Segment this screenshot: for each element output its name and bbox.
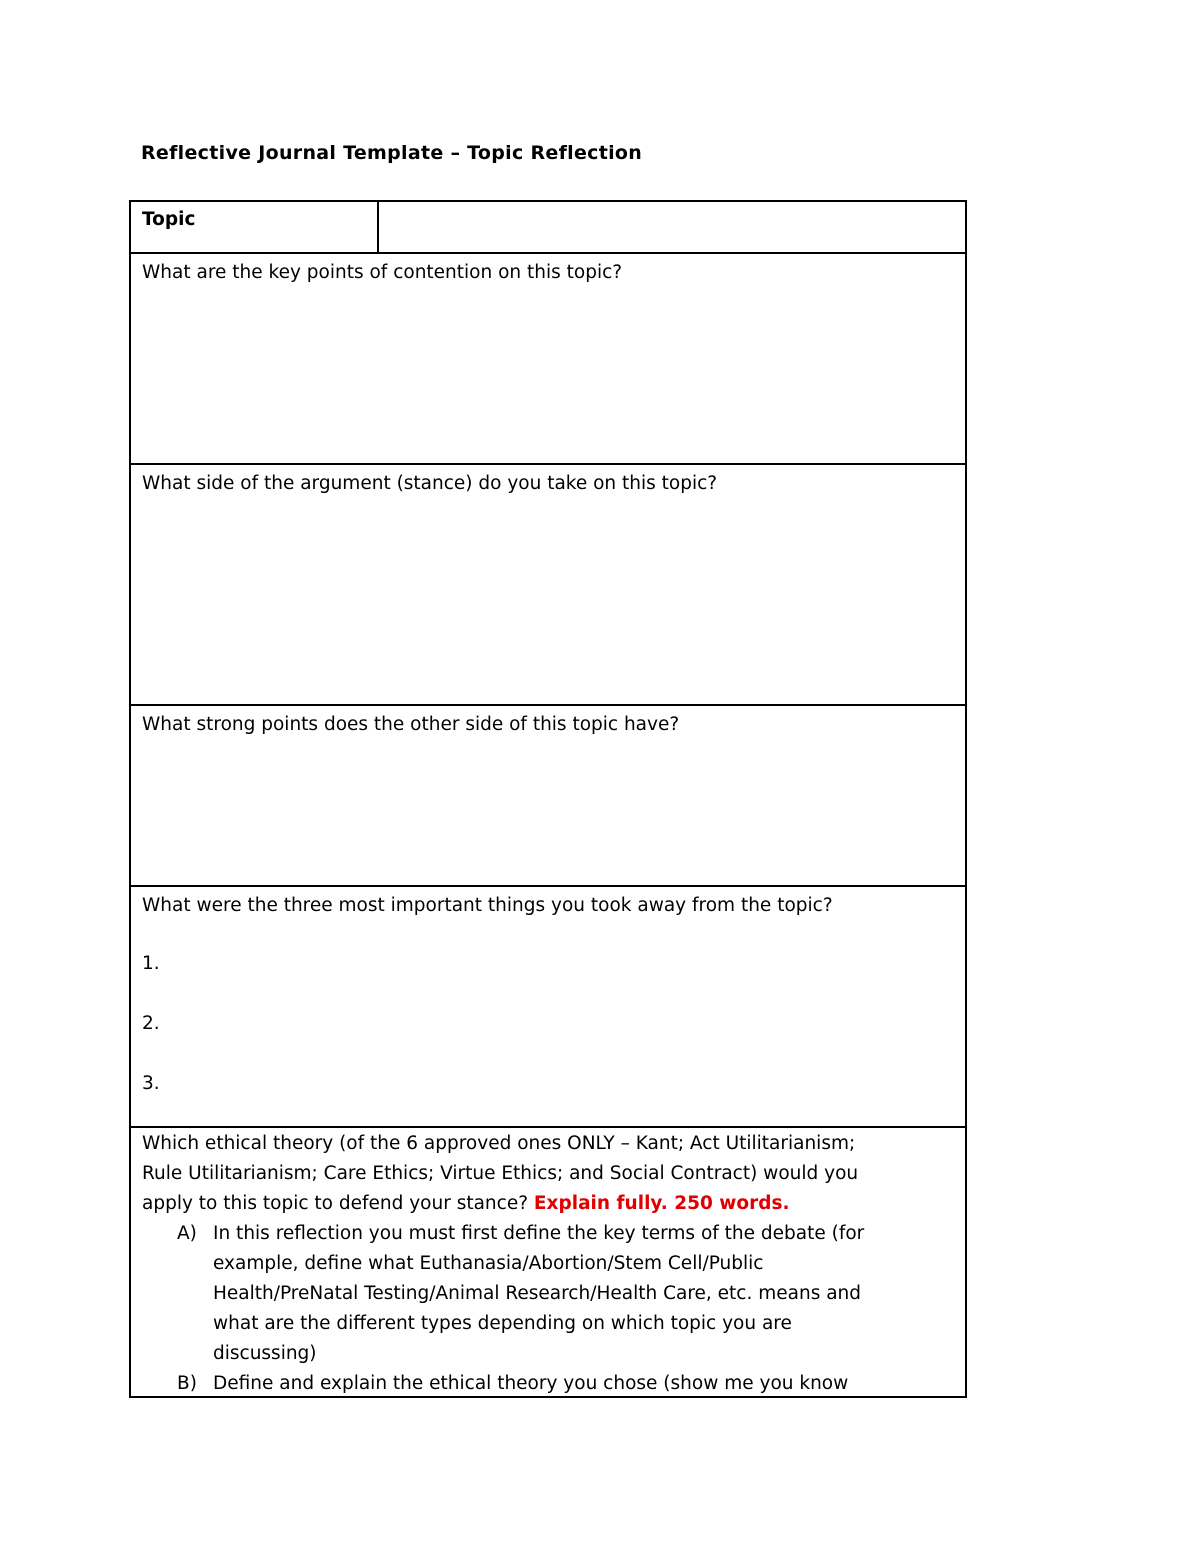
list-item-a-line-3: Health/PreNatal Testing/Animal Research/Health Care, etc. means and [213,1283,862,1304]
list-item-a-line-5: discussing) [213,1343,317,1364]
list-item-a-cont-1 [142,1249,864,1279]
stance-question: What side of the argument (stance) do you take on this topic? [142,473,718,494]
ethics-emphasis: Explain fully. 250 words. [533,1193,790,1214]
other-side-row[interactable] [131,706,965,887]
topic-row [131,202,965,254]
topic-label: Topic [131,202,379,252]
contention-row[interactable] [131,254,965,465]
ethics-line-3-text: apply to this topic to defend your stance? [142,1193,529,1214]
list-item-a-line-1: In this reflection you must first define the key terms of the debate (for [213,1223,865,1244]
stance-row[interactable] [131,465,965,706]
topic-value-cell[interactable] [379,202,965,252]
ethics-line-1: Which ethical theory (of the 6 approved ones ONLY – Kant; Act Utilitarianism; [142,1133,856,1154]
takeaways-question: What were the three most important things you took away from the topic? [142,895,833,916]
list-item-b-line-1: Define and explain the ethical theory you chose (show me you know [213,1373,849,1394]
page-title: Reflective Journal Template – Topic Reflection [141,142,643,164]
takeaway-number-2: 2. [142,1013,160,1034]
list-item-b [142,1369,864,1396]
ethics-row[interactable] [131,1128,965,1396]
ethics-line-2: Rule Utilitarianism; Care Ethics; Virtue Ethics; and Social Contract) would you [142,1163,859,1184]
list-item-a-line-2: example, define what Euthanasia/Abortion/Stem Cell/Public [213,1253,764,1274]
takeaway-number-3: 3. [142,1073,160,1094]
list-item-a-cont-3 [142,1309,864,1339]
list-marker-b: B) [177,1373,197,1394]
list-item-a-cont-2 [142,1279,864,1309]
takeaways-row[interactable] [131,887,965,1128]
contention-question: What are the key points of contention on this topic? [142,262,623,283]
ethics-line-3 [142,1189,864,1219]
takeaway-number-1: 1. [142,953,160,974]
list-marker-a: A) [177,1223,197,1244]
list-item-a-line-4: what are the different types depending on which topic you are [213,1313,792,1334]
list-item-a [142,1219,864,1249]
journal-form-table [129,200,967,1398]
other-side-question: What strong points does the other side of this topic have? [142,714,680,735]
ethics-instructions [142,1129,864,1396]
list-item-a-cont-4 [142,1339,864,1369]
